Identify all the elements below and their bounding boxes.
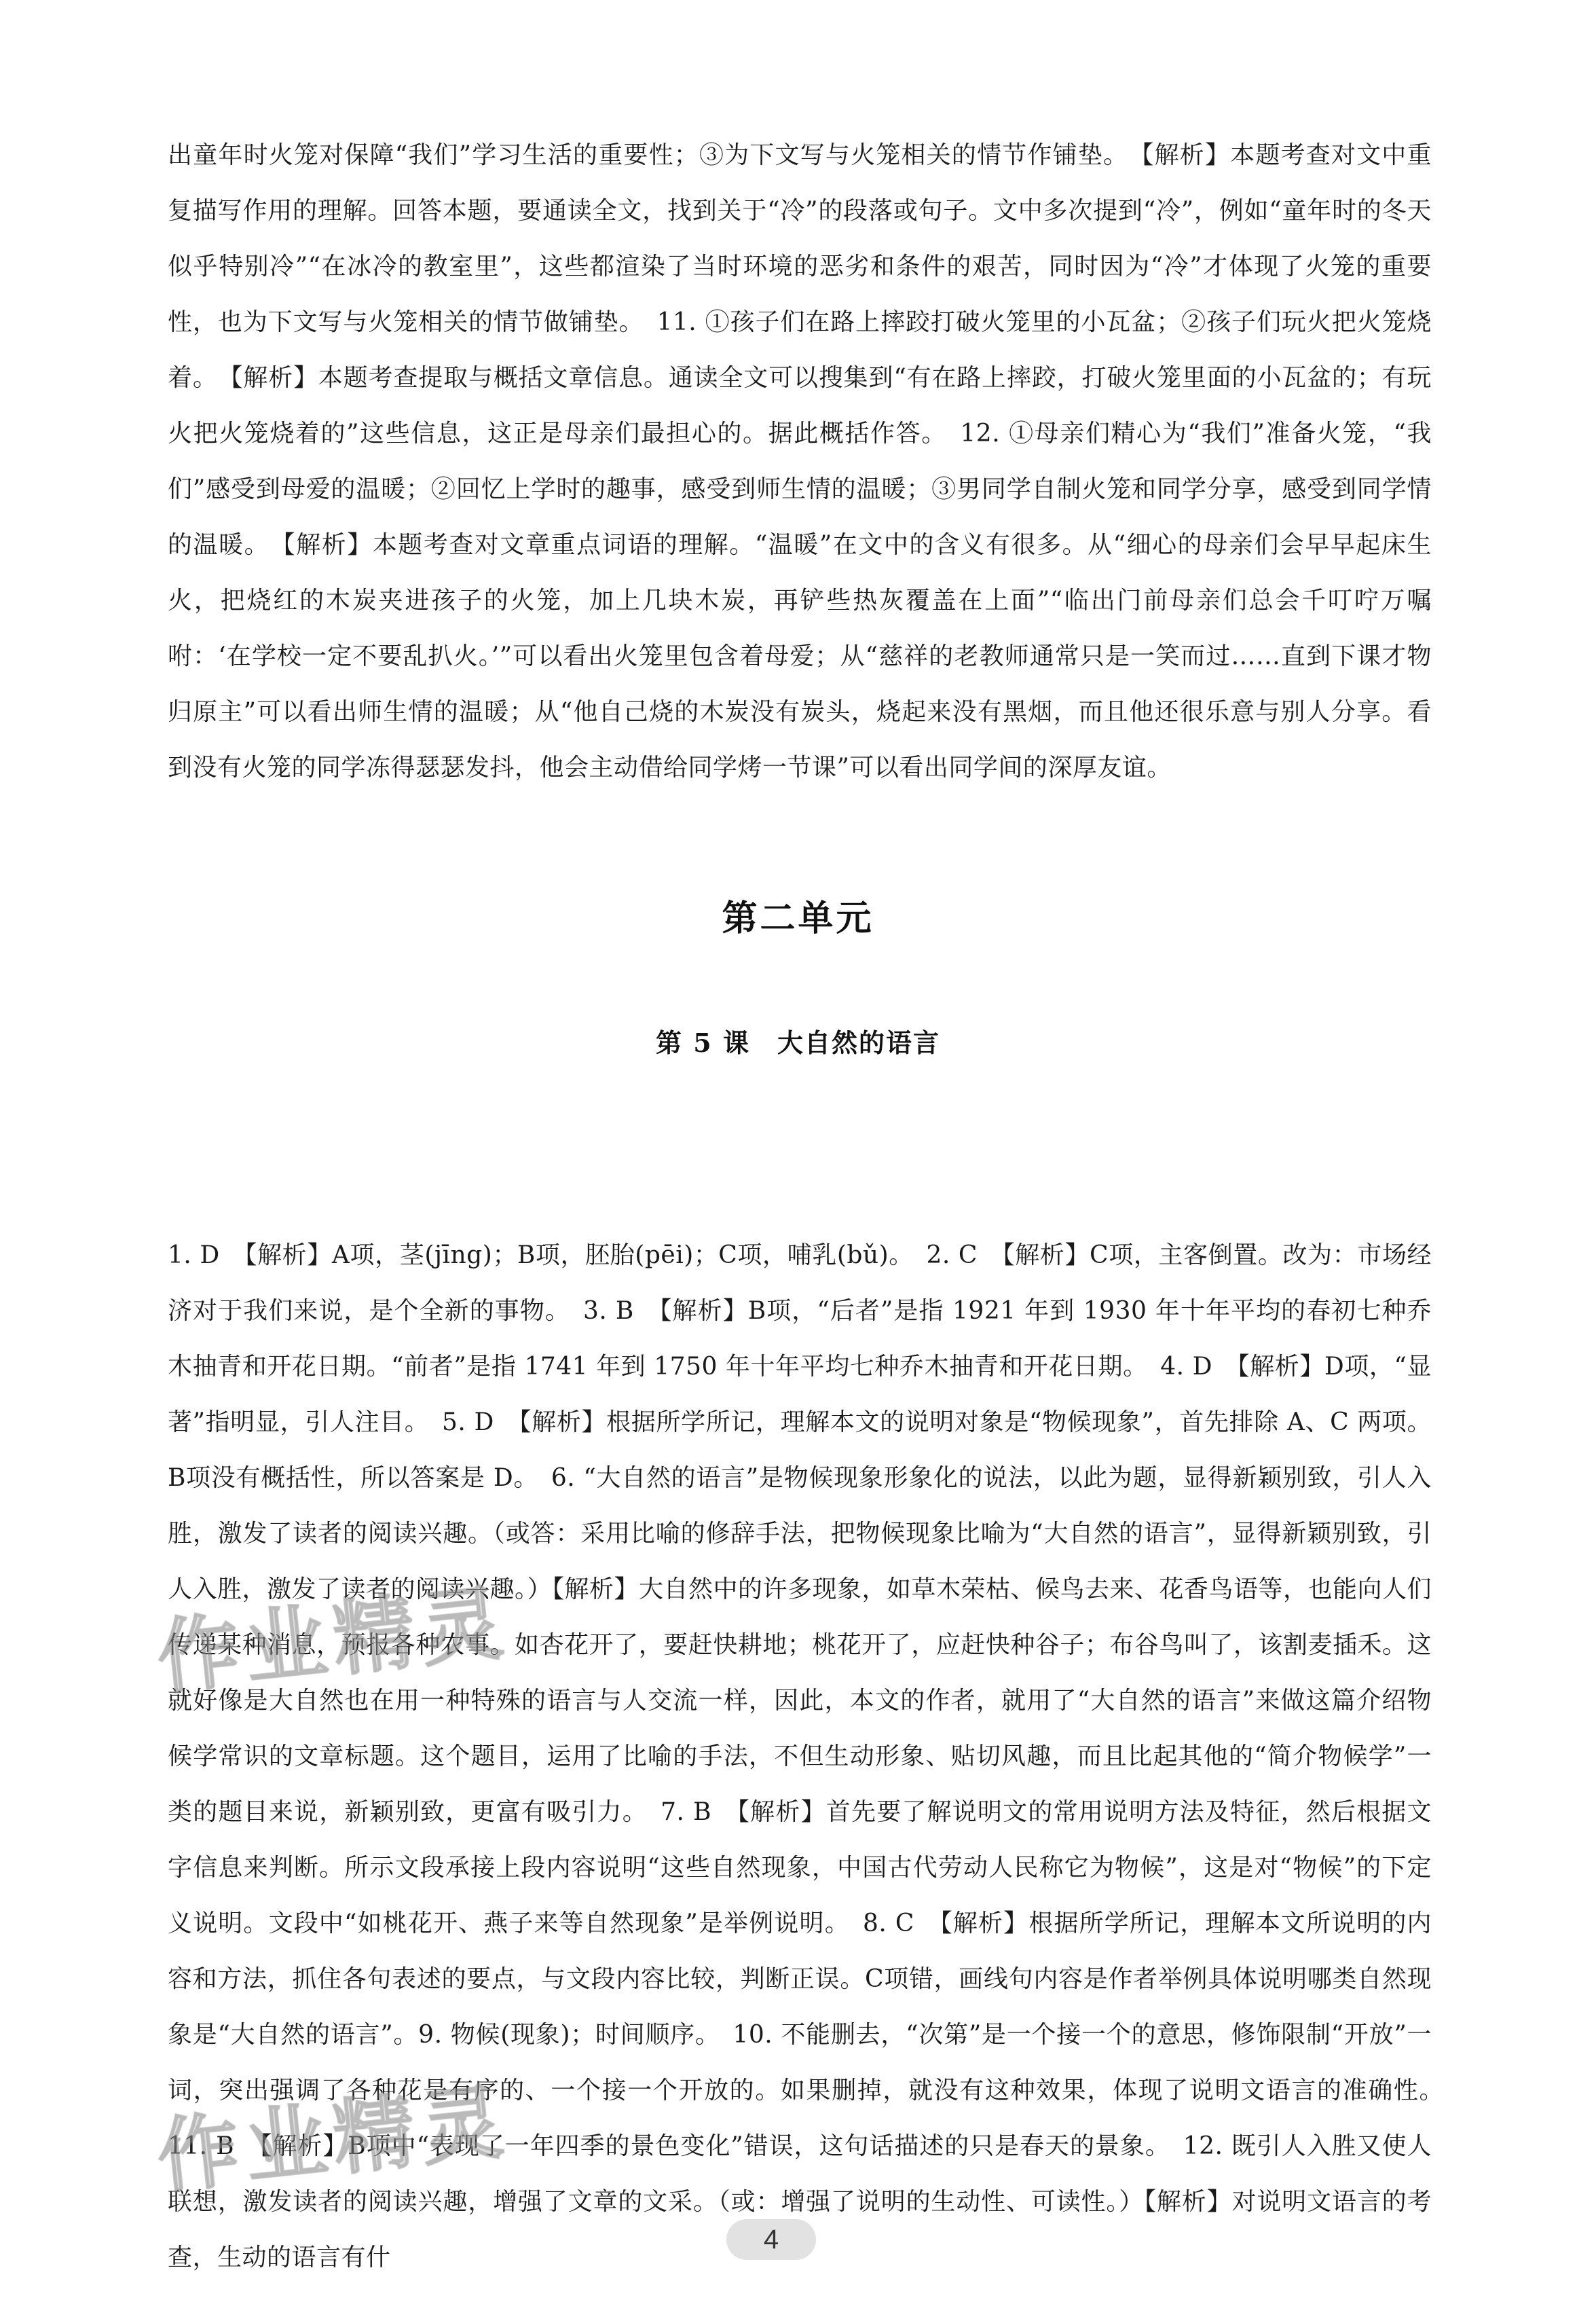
watermark: 作业精灵 — [153, 2075, 514, 2206]
answer-continuation — [168, 128, 1432, 796]
answer-paragraph: 出童年时火笼对保障“我们”学习生活的重要性；③为下文写与火笼相关的情节作铺垫。 【解析】本题考查对文中重复描写作用的理解。回答本题，要通读全文，找到关于“冷”的段落或句子。文中多次提到“冷”，例如“童年时的冬天似乎特别冷”“在冰冷的教室里”，这些都渲染了当时环境的恶劣和条件的艰苦，同时因为“冷”才体现了火笼的重要性，也为下文写与火笼相关的情节做铺垫。 11. ①孩子们在路上摔跤打破火笼里的小瓦盆；②孩子们玩火把火笼烧着。 【解析】本题考查提取与概括文章信息。通读全文可以搜集到“有在路上摔跤，打破火笼里面的小瓦盆的；有玩火把火笼烧着的”这些信息，这正是母亲们最担心的。据此概括作答。 12. ①母亲们精心为“我们”准备火笼，“我们”感受到母爱的温暖；②回忆上学时的趣事，感受到师生情的温暖；③男同学自制火笼和同学分享，感受到同学情的温暖。 【解析】本题考查对文章重点词语的理解。“温暖”在文中的含义有很多。从“细心的母亲们会早早起床生火，把烧红的木炭夹进孩子的火笼，加上几块木炭，再铲些热灰覆盖在上面”“临出门前母亲们总会千叮咛万嘱咐：‘在学校一定不要乱扒火。’”可以看出火笼里包含着母爱；从“慈祥的老教师通常只是一笑而过……直到下课才物归原主”可以看出师生情的温暖；从“他自己烧的木炭没有炭头，烧起来没有黑烟，而且他还很乐意与别人分享。看到没有火笼的同学冻得瑟瑟发抖，他会主动借给同学烤一节课”可以看出同学间的深厚友谊。 — [168, 141, 1432, 782]
watermark: 作业精灵 — [153, 1575, 514, 1706]
page-number: 4 — [726, 2219, 816, 2260]
unit-title: 第二单元 — [722, 898, 874, 939]
lesson-title: 第 5 课 大自然的语言 — [656, 1027, 940, 1058]
answer-paragraph: 1. D 【解析】A项，茎(jīng)；B项，胚胎(pēi)；C项，哺乳(bǔ)。 2. C 【解析】C项，主客倒置。改为：市场经济对于我们来说，是个全新的事物。 3. B 【解析】B项，“后者”是指 1921 年到 1930 年十年平均的春初七种乔木抽青和开花日期。“前者”是指 1741 年到 1750 年十年平均七种乔木抽青和开花日期。 4. D 【解析】D项，“显著”指明显，引人注目。 5. D 【解析】根据所学所记，理解本文的说明对象是“物候现象”，首先排除 A、C 两项。B项没有概括性，所以答案是 D。 6. “大自然的语言”是物候现象形象化的说法，以此为题，显得新颖别致，引人入胜，激发了读者的阅读兴趣。（或答：采用比喻的修辞手法，把物候现象比喻为“大自然的语言”，显得新颖别致，引人入胜，激发了读者的阅读兴趣。）【解析】大自然中的许多现象，如草木荣枯、候鸟去来、花香鸟语等，也能向人们传递某种消息，预报各种农事。如杏花开了，要赶快耕地；桃花开了，应赶快种谷子；布谷鸟叫了，该割麦插禾。这就好像是大自然也在用一种特殊的语言与人交流一样，因此，本文的作者，就用了“大自然的语言”来做这篇介绍物候学常识的文章标题。这个题目，运用了比喻的手法，不但生动形象、贴切风趣，而且比起其他的“简介物候学”一类的题目来说，新颖别致，更富有吸引力。 7. B 【解析】首先要了解说明文的常用说明方法及特征，然后根据文字信息来判断。所示文段承接上段内容说明“这些自然现象，中国古代劳动人民称它为物候”，这是对“物候”的下定义说明。文段中“如桃花开、燕子来等自然现象”是举例说明。 8. C 【解析】根据所学所记，理解本文所说明的内容和方法，抓住各句表述的要点，与文段内容比较，判断正误。C项错，画线句内容是作者举例具体说明哪类自然现象是“大自然的语言”。9. 物候(现象)；时间顺序。 10. 不能删去，“次第”是一个接一个的意思，修饰限制“开放”一词，突出强调了各种花是有序的、一个接一个开放的。如果删掉，就没有这种效果，体现了说明文语言的准确性。 11. B 【解析】B项中“表现了一年四季的景色变化”错误，这句话描述的只是春天的景象。 12. 既引人入胜又使人联想，激发读者的阅读兴趣，增强了文章的文采。（或：增强了说明的生动性、可读性。）【解析】对说明文语言的考查，生动的语言有什 — [168, 1241, 1457, 2271]
